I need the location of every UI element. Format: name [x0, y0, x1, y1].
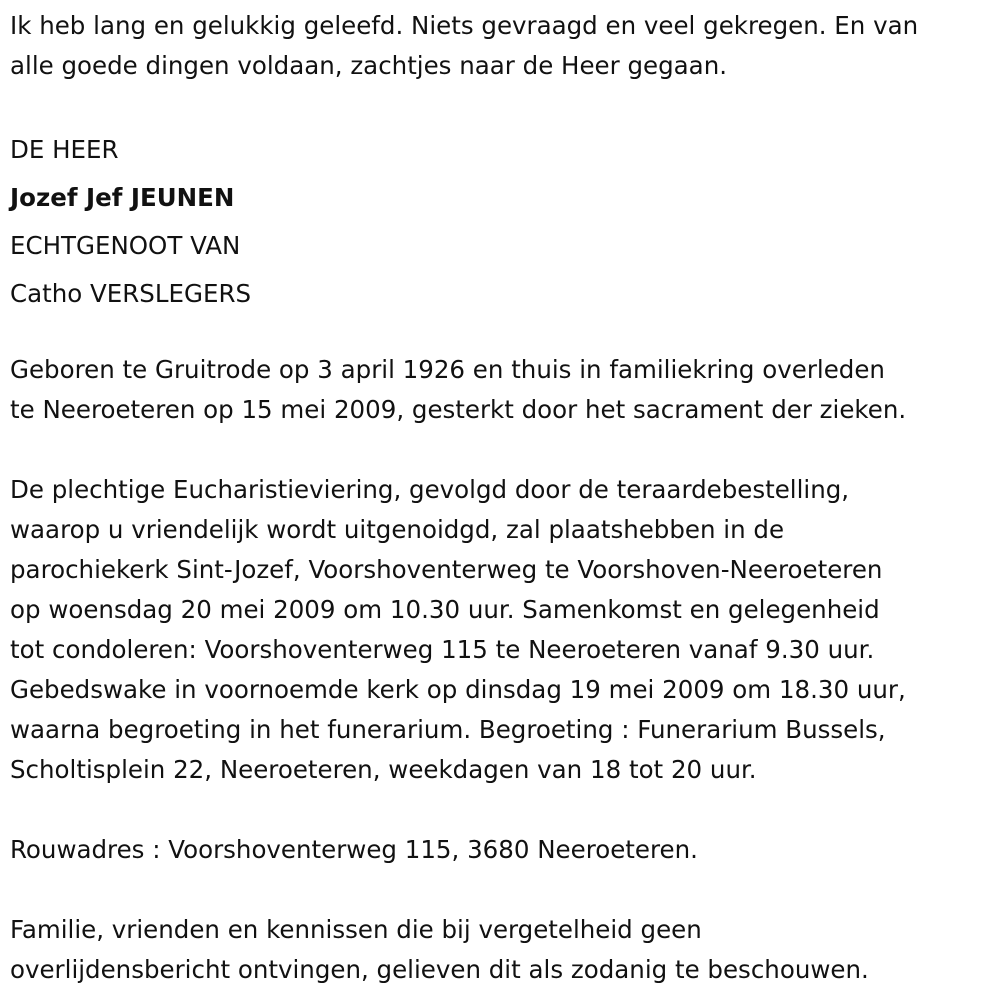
- spacer: [10, 86, 995, 126]
- ceremony-line: tot condoleren: Voorshoventerweg 115 te Neeroeteren vanaf 9.30 uur.: [10, 635, 875, 664]
- ceremony-line: Gebedswake in voornoemde kerk op dinsdag 19 mei 2009 om 18.30 uur,: [10, 675, 906, 704]
- spouse-name: Catho VERSLEGERS: [10, 279, 252, 308]
- honorific-title: DE HEER: [10, 135, 119, 164]
- ceremony-line: op woensdag 20 mei 2009 om 10.30 uur. Samenkomst en gelegenheid: [10, 595, 880, 624]
- ceremony-line: waarna begroeting in het funerarium. Begroeting : Funerarium Bussels,: [10, 715, 886, 744]
- relation-label: ECHTGENOOT VAN: [10, 231, 241, 260]
- intro-line: Ik heb lang en gelukkig geleefd. Niets gevraagd en veel gekregen. En van: [10, 11, 919, 40]
- spacer: [10, 318, 995, 350]
- address-paragraph: [10, 830, 995, 870]
- mourning-address: Rouwadres : Voorshoventerweg 115, 3680 Neeroeteren.: [10, 835, 698, 864]
- ceremony-paragraph: [10, 470, 995, 790]
- spacer: [10, 430, 995, 470]
- intro-paragraph: [10, 6, 995, 86]
- spacer: [10, 870, 995, 910]
- obituary-document: [10, 6, 995, 990]
- ceremony-line: waarop u vriendelijk wordt uitgenoidgd, zal plaatshebben in de: [10, 515, 785, 544]
- intro-line: alle goede dingen voldaan, zachtjes naar de Heer gegaan.: [10, 51, 728, 80]
- spacer: [10, 790, 995, 830]
- deceased-block: [10, 126, 995, 318]
- birth-death-paragraph: [10, 350, 995, 430]
- closing-line: overlijdensbericht ontvingen, gelieven dit als zodanig te beschouwen.: [10, 955, 869, 984]
- closing-paragraph: [10, 910, 995, 990]
- birth-death-line: Geboren te Gruitrode op 3 april 1926 en thuis in familiekring overleden: [10, 355, 885, 384]
- deceased-name: Jozef Jef JEUNEN: [10, 183, 235, 212]
- ceremony-line: De plechtige Eucharistieviering, gevolgd door de teraardebestelling,: [10, 475, 850, 504]
- birth-death-line: te Neeroeteren op 15 mei 2009, gesterkt door het sacrament der zieken.: [10, 395, 907, 424]
- closing-line: Familie, vrienden en kennissen die bij vergetelheid geen: [10, 915, 702, 944]
- ceremony-line: Scholtisplein 22, Neeroeteren, weekdagen van 18 tot 20 uur.: [10, 755, 757, 784]
- ceremony-line: parochiekerk Sint-Jozef, Voorshoventerweg te Voorshoven-Neeroeteren: [10, 555, 883, 584]
